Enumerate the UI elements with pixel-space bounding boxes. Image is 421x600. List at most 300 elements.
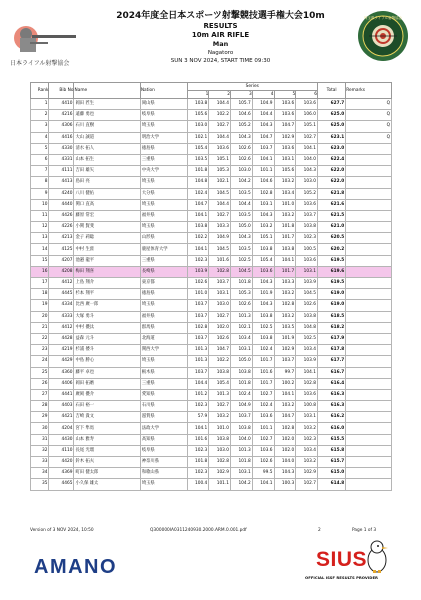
remarks-cell xyxy=(346,333,392,344)
series-1-cell: 104.1 xyxy=(187,210,209,221)
nation-cell: 明治大学 xyxy=(140,132,187,143)
header xyxy=(0,8,421,80)
remarks-cell xyxy=(346,177,392,188)
series-5-cell: 104.1 xyxy=(274,255,296,266)
remarks-cell xyxy=(346,378,392,389)
name-cell: 杉浦 倭斗 xyxy=(74,345,140,356)
series-2-cell: 102.8 xyxy=(209,457,231,468)
total-cell: 621.8 xyxy=(317,188,345,199)
name-cell: 藤平 卓也 xyxy=(74,367,140,378)
series-4-cell: 104.1 xyxy=(252,479,274,490)
rank-cell: 11 xyxy=(31,210,49,221)
rank-cell: 6 xyxy=(31,154,49,165)
results-body xyxy=(31,99,392,491)
bib-cell: 4421 xyxy=(49,412,74,423)
series-4-cell: 103.6 xyxy=(252,412,274,423)
series-3-cell: 103.8 xyxy=(231,367,253,378)
rank-cell: 21 xyxy=(31,322,49,333)
nation-cell: 中央大学 xyxy=(140,166,187,177)
series-3-cell: 104.9 xyxy=(231,401,253,412)
nation-cell: 鹿屋体育大学 xyxy=(140,244,187,255)
seal-text: 埼玉県ライフル射撃協会 xyxy=(363,16,403,20)
series-2-cell: 102.8 xyxy=(209,266,231,277)
bib-cell: 4213 xyxy=(49,233,74,244)
series-1-cell: 104.4 xyxy=(187,378,209,389)
series-3-cell: 105.2 xyxy=(231,121,253,132)
series-5-cell: 102.9 xyxy=(274,132,296,143)
name-cell: 関口 直高 xyxy=(74,199,140,210)
series-3-cell: 104.2 xyxy=(231,177,253,188)
series-1-cell: 101.3 xyxy=(187,345,209,356)
series-4-cell: 103.6 xyxy=(252,445,274,456)
name-cell: 石川 直樹 xyxy=(74,121,140,132)
name-cell: 上島 翔介 xyxy=(74,278,140,289)
rank-cell: 17 xyxy=(31,278,49,289)
series-2-cell: 102.0 xyxy=(209,322,231,333)
table-row xyxy=(31,333,392,344)
series-2-cell: 105.1 xyxy=(209,154,231,165)
rank-cell: 1 xyxy=(31,99,49,110)
table-row xyxy=(31,356,392,367)
bib-cell: 4412 xyxy=(49,322,74,333)
series-6-cell: 103.9 xyxy=(296,356,318,367)
series-2-cell: 103.7 xyxy=(209,278,231,289)
remarks-cell xyxy=(346,289,392,300)
series-5-cell: 101.0 xyxy=(274,199,296,210)
nation-cell: 北海道 xyxy=(140,333,187,344)
table-row xyxy=(31,143,392,154)
table-row xyxy=(31,177,392,188)
series-1-cell: 104.8 xyxy=(187,177,209,188)
series-1-cell: 103.8 xyxy=(187,99,209,110)
table-row xyxy=(31,345,392,356)
series-1-cell: 102.2 xyxy=(187,233,209,244)
series-6-cell: 103.6 xyxy=(296,389,318,400)
bib-cell: 4445 xyxy=(49,289,74,300)
series-3-cell: 104.6 xyxy=(231,110,253,121)
series-3-cell: 101.3 xyxy=(231,445,253,456)
series-5-cell: 102.8 xyxy=(274,423,296,434)
table-row xyxy=(31,445,392,456)
series-1-cell: 104.1 xyxy=(187,244,209,255)
rank-cell: 14 xyxy=(31,244,49,255)
total-cell: 619.0 xyxy=(317,289,345,300)
venue: Nagatoro xyxy=(207,50,234,56)
series-2-cell: 101.3 xyxy=(209,389,231,400)
table-row xyxy=(31,300,392,311)
col-bib: Bib No xyxy=(49,83,74,99)
series-1-cell: 103.9 xyxy=(187,266,209,277)
series-1-cell: 102.1 xyxy=(187,132,209,143)
nation-cell: 群馬県 xyxy=(140,322,187,333)
series-4-cell: 104.6 xyxy=(252,177,274,188)
bib-cell: 4465 xyxy=(49,479,74,490)
series-3-cell: 105.7 xyxy=(231,99,253,110)
series-2-cell: 103.6 xyxy=(209,143,231,154)
name-cell: 大山 誠道 xyxy=(74,132,140,143)
series-3-cell: 103.1 xyxy=(231,468,253,479)
series-6-cell: 103.6 xyxy=(296,199,318,210)
total-cell: 616.7 xyxy=(317,367,345,378)
bib-cell: 4426 xyxy=(49,210,74,221)
series-3-cell: 103.4 xyxy=(231,333,253,344)
series-2-cell: 103.1 xyxy=(209,289,231,300)
name-cell: 遠藤 勇也 xyxy=(74,110,140,121)
rank-cell: 5 xyxy=(31,143,49,154)
table-row xyxy=(31,210,392,221)
total-cell: 617.8 xyxy=(317,345,345,356)
series-3-cell: 102.6 xyxy=(231,154,253,165)
bib-cell: 4413 xyxy=(49,177,74,188)
rank-cell: 7 xyxy=(31,166,49,177)
series-2-cell: 102.7 xyxy=(209,401,231,412)
total-cell: 625.0 xyxy=(317,121,345,132)
remarks-cell xyxy=(346,222,392,233)
bib-cell: 4429 xyxy=(49,356,74,367)
name-cell: 岡田 匠生 xyxy=(74,99,140,110)
remarks-cell xyxy=(346,278,392,289)
series-1-cell: 101.8 xyxy=(187,166,209,177)
remarks-cell xyxy=(346,154,392,165)
series-6-cell: 103.9 xyxy=(296,278,318,289)
series-3-cell: 105.0 xyxy=(231,356,253,367)
nation-cell: 愛知県 xyxy=(140,389,187,400)
series-6-cell: 102.7 xyxy=(296,132,318,143)
nation-cell: 高知県 xyxy=(140,434,187,445)
rank-cell: 23 xyxy=(31,345,49,356)
series-3-cell: 103.1 xyxy=(231,345,253,356)
remarks-cell xyxy=(346,244,392,255)
nation-cell: 関西大学 xyxy=(140,345,187,356)
series-2-cell: 101.0 xyxy=(209,423,231,434)
bib-cell: 4440 xyxy=(49,199,74,210)
bib-cell: 4110 xyxy=(49,445,74,456)
total-cell: 619.5 xyxy=(317,278,345,289)
bib-cell: 4412 xyxy=(49,278,74,289)
series-1-cell: 104.1 xyxy=(187,423,209,434)
remarks-cell xyxy=(346,300,392,311)
bib-cell: 4219 xyxy=(49,345,74,356)
series-1-cell: 102.3 xyxy=(187,468,209,479)
remarks-cell xyxy=(346,367,392,378)
series-3-cell: 101.8 xyxy=(231,378,253,389)
series-1-cell: 101.0 xyxy=(187,289,209,300)
series-5-cell: 103.2 xyxy=(274,311,296,322)
rank-cell: 19 xyxy=(31,300,49,311)
series-1-cell: 102.6 xyxy=(187,278,209,289)
name-cell: 梅田 翔喜 xyxy=(74,266,140,277)
series-5-cell: 103.4 xyxy=(274,188,296,199)
bib-cell: 4330 xyxy=(49,143,74,154)
table-row xyxy=(31,423,392,434)
series-6-cell: 102.3 xyxy=(296,233,318,244)
series-6-cell: 103.2 xyxy=(296,423,318,434)
series-2-cell: 104.4 xyxy=(209,99,231,110)
series-4-cell: 105.1 xyxy=(252,233,274,244)
nation-cell: 徳島県 xyxy=(140,289,187,300)
bib-cell: 4208 xyxy=(49,266,74,277)
series-2-cell: 104.9 xyxy=(209,233,231,244)
series-2-cell: 101.1 xyxy=(209,479,231,490)
series-5-cell: 104.0 xyxy=(274,457,296,468)
series-6-cell: 103.1 xyxy=(296,412,318,423)
total-cell: 615.5 xyxy=(317,434,345,445)
series-5-cell: 102.0 xyxy=(274,434,296,445)
series-3-cell: 101.3 xyxy=(231,311,253,322)
table-row xyxy=(31,244,392,255)
remarks-cell xyxy=(346,389,392,400)
nation-cell: 埼玉県 xyxy=(140,121,187,132)
series-3-cell: 102.6 xyxy=(231,143,253,154)
series-1-cell: 101.3 xyxy=(187,356,209,367)
series-6-cell: 103.4 xyxy=(296,445,318,456)
series-4-cell: 103.8 xyxy=(252,244,274,255)
name-cell: 八川 健佑 xyxy=(74,188,140,199)
series-4-cell: 102.7 xyxy=(252,389,274,400)
series-6-cell: 104.1 xyxy=(296,367,318,378)
series-1-cell: 103.8 xyxy=(187,222,209,233)
col-total: Total xyxy=(317,83,345,99)
series-2-cell: 105.3 xyxy=(209,166,231,177)
rank-cell: 20 xyxy=(31,311,49,322)
table-row xyxy=(31,311,392,322)
table-row xyxy=(31,255,392,266)
nation-cell: 埼玉県 xyxy=(140,300,187,311)
series-6-cell: 103.1 xyxy=(296,266,318,277)
series-3-cell: 104.4 xyxy=(231,199,253,210)
series-3-cell: 101.8 xyxy=(231,278,253,289)
bib-cell: 4441 xyxy=(49,389,74,400)
nation-cell: 山形県 xyxy=(140,233,187,244)
series-3-cell: 104.3 xyxy=(231,132,253,143)
remarks-cell: Q xyxy=(346,110,392,121)
event-name: 10m AIR RIFLE xyxy=(191,31,250,39)
total-cell: 618.2 xyxy=(317,322,345,333)
series-4-cell: 102.8 xyxy=(252,188,274,199)
series-4-cell: 103.8 xyxy=(252,333,274,344)
series-6-cell: 100.8 xyxy=(296,401,318,412)
series-1-cell: 104.7 xyxy=(187,199,209,210)
nation-cell: 滋賀県 xyxy=(140,412,187,423)
series-6-cell: 103.4 xyxy=(296,345,318,356)
name-cell: 中島 勝心 xyxy=(74,356,140,367)
rank-cell: 4 xyxy=(31,132,49,143)
remarks-cell xyxy=(346,199,392,210)
remarks-cell xyxy=(346,345,392,356)
name-cell: 宮下 隼馬 xyxy=(74,423,140,434)
series-6-cell: 103.6 xyxy=(296,99,318,110)
series-4-cell: 101.1 xyxy=(252,166,274,177)
total-cell: 616.3 xyxy=(317,389,345,400)
rank-cell: 9 xyxy=(31,188,49,199)
results-label: RESULTS xyxy=(203,22,238,30)
rank-cell: 28 xyxy=(31,401,49,412)
series-2-cell: 103.8 xyxy=(209,434,231,445)
series-4-cell: 102.4 xyxy=(252,401,274,412)
table-row xyxy=(31,166,392,177)
series-4-cell: 103.2 xyxy=(252,222,274,233)
series-3-cell: 102.5 xyxy=(231,255,253,266)
remarks-cell xyxy=(346,356,392,367)
series-1-cell: 102.8 xyxy=(187,322,209,333)
nation-cell: 岐阜県 xyxy=(140,110,187,121)
total-cell: 615.0 xyxy=(317,468,345,479)
total-cell: 622.0 xyxy=(317,166,345,177)
rank-cell: 35 xyxy=(31,479,49,490)
series-4-cell: 101.7 xyxy=(252,378,274,389)
series-2-cell: 103.2 xyxy=(209,412,231,423)
series-4-cell: 104.3 xyxy=(252,300,274,311)
total-cell: 614.8 xyxy=(317,479,345,490)
col-series-5: 5 xyxy=(274,91,296,99)
series-4-cell: 103.7 xyxy=(252,143,274,154)
table-row xyxy=(31,367,392,378)
name-cell: 吉田 雄矢 xyxy=(74,166,140,177)
page-number: 2 xyxy=(318,528,321,533)
event-category: Man xyxy=(212,40,229,48)
series-4-cell: 104.1 xyxy=(252,154,274,165)
nation-cell: 長崎県 xyxy=(140,266,187,277)
name-cell: 杉本 翔平 xyxy=(74,289,140,300)
series-5-cell: 102.9 xyxy=(274,345,296,356)
total-cell: 616.4 xyxy=(317,378,345,389)
table-row xyxy=(31,434,392,445)
version-text: Version of 3 NOV 2024, 10:50 xyxy=(30,528,94,533)
remarks-cell xyxy=(346,457,392,468)
series-1-cell: 103.0 xyxy=(187,121,209,132)
series-6-cell: 103.7 xyxy=(296,210,318,221)
name-cell: 清水 拓人 xyxy=(74,143,140,154)
bib-cell: 4360 xyxy=(49,367,74,378)
col-series: Series xyxy=(187,83,317,91)
series-2-cell: 102.6 xyxy=(209,333,231,344)
rank-cell: 30 xyxy=(31,423,49,434)
remarks-cell xyxy=(346,434,392,445)
series-3-cell: 105.0 xyxy=(231,222,253,233)
series-2-cell: 104.5 xyxy=(209,244,231,255)
sius-tagline: OFFICIAL ISSF RESULTS PROVIDER xyxy=(305,575,378,580)
name-cell: 小久保 雄太 xyxy=(74,479,140,490)
rank-cell: 8 xyxy=(31,177,49,188)
name-cell: 金子 莉聡 xyxy=(74,233,140,244)
series-5-cell: 103.2 xyxy=(274,210,296,221)
name-cell: 藤原 常宏 xyxy=(74,210,140,221)
name-cell: 島田 亮 xyxy=(74,177,140,188)
table-row xyxy=(31,233,392,244)
nation-cell: 福井県 xyxy=(140,311,187,322)
name-cell: 中村 優汰 xyxy=(74,322,140,333)
series-5-cell: 101.9 xyxy=(274,333,296,344)
series-5-cell: 101.7 xyxy=(274,266,296,277)
series-4-cell: 104.4 xyxy=(252,110,274,121)
series-2-cell: 103.0 xyxy=(209,445,231,456)
series-6-cell: 102.3 xyxy=(296,434,318,445)
series-5-cell: 105.6 xyxy=(274,166,296,177)
table-row xyxy=(31,199,392,210)
total-cell: 617.7 xyxy=(317,356,345,367)
series-1-cell: 102.3 xyxy=(187,255,209,266)
nation-cell: 岐阜県 xyxy=(140,445,187,456)
bib-cell: 4334 xyxy=(49,300,74,311)
bib-cell: 4333 xyxy=(49,311,74,322)
total-cell: 621.5 xyxy=(317,210,345,221)
series-3-cell: 102.1 xyxy=(231,322,253,333)
total-cell: 616.3 xyxy=(317,401,345,412)
total-cell: 619.0 xyxy=(317,300,345,311)
series-2-cell: 102.2 xyxy=(209,356,231,367)
table-row xyxy=(31,132,392,143)
series-2-cell: 102.7 xyxy=(209,210,231,221)
series-1-cell: 103.7 xyxy=(187,311,209,322)
nation-cell: 岡山県 xyxy=(140,99,187,110)
name-cell: 大塚 勇斗 xyxy=(74,311,140,322)
nation-cell: 埼玉県 xyxy=(140,222,187,233)
series-6-cell: 102.9 xyxy=(296,468,318,479)
table-row xyxy=(31,389,392,400)
table-row xyxy=(31,479,392,490)
series-4-cell: 104.7 xyxy=(252,132,274,143)
file-code: Q300000IA0311240930.2000.ARM.0.001.pdf xyxy=(150,528,247,533)
remarks-cell xyxy=(346,210,392,221)
series-6-cell: 105.1 xyxy=(296,121,318,132)
series-6-cell: 104.5 xyxy=(296,289,318,300)
name-cell: 益森 元斗 xyxy=(74,333,140,344)
series-2-cell: 104.7 xyxy=(209,345,231,356)
total-cell: 627.7 xyxy=(317,99,345,110)
bib-cell: 4125 xyxy=(49,244,74,255)
series-1-cell: 102.3 xyxy=(187,445,209,456)
series-3-cell: 103.5 xyxy=(231,244,253,255)
logo-left-text: 日本ライフル射撃協会 xyxy=(10,60,70,67)
nation-cell: 法政大学 xyxy=(140,423,187,434)
bib-cell: 4420 xyxy=(49,457,74,468)
series-5-cell: 100.3 xyxy=(274,479,296,490)
series-4-cell: 99.5 xyxy=(252,468,274,479)
nation-cell: 和歌山県 xyxy=(140,468,187,479)
remarks-cell: Q xyxy=(346,121,392,132)
remarks-cell xyxy=(346,322,392,333)
remarks-cell xyxy=(346,311,392,322)
col-remarks: Remarks xyxy=(346,83,392,99)
nation-cell: 神奈川県 xyxy=(140,457,187,468)
series-2-cell: 104.5 xyxy=(209,188,231,199)
series-6-cell: 102.8 xyxy=(296,378,318,389)
nation-cell: 埼玉県 xyxy=(140,199,187,210)
series-6-cell: 104.3 xyxy=(296,166,318,177)
total-cell: 623.1 xyxy=(317,132,345,143)
name-cell: 町田 健太郎 xyxy=(74,468,140,479)
name-cell: 山本 雅寿 xyxy=(74,434,140,445)
series-1-cell: 103.7 xyxy=(187,333,209,344)
bib-cell: 4226 xyxy=(49,222,74,233)
series-5-cell: 99.7 xyxy=(274,367,296,378)
name-cell: 長尾 光瑠 xyxy=(74,445,140,456)
table-row xyxy=(31,188,392,199)
series-2-cell: 102.7 xyxy=(209,311,231,322)
table-row xyxy=(31,322,392,333)
sius-mascot-icon xyxy=(364,538,390,574)
total-cell: 615.8 xyxy=(317,445,345,456)
series-2-cell: 102.7 xyxy=(209,121,231,132)
rank-cell: 18 xyxy=(31,289,49,300)
table-row xyxy=(31,412,392,423)
remarks-cell xyxy=(346,188,392,199)
series-3-cell: 103.0 xyxy=(231,166,253,177)
series-5-cell: 102.8 xyxy=(274,300,296,311)
series-3-cell: 101.8 xyxy=(231,457,253,468)
series-5-cell: 103.6 xyxy=(274,110,296,121)
bib-cell: 4369 xyxy=(49,468,74,479)
